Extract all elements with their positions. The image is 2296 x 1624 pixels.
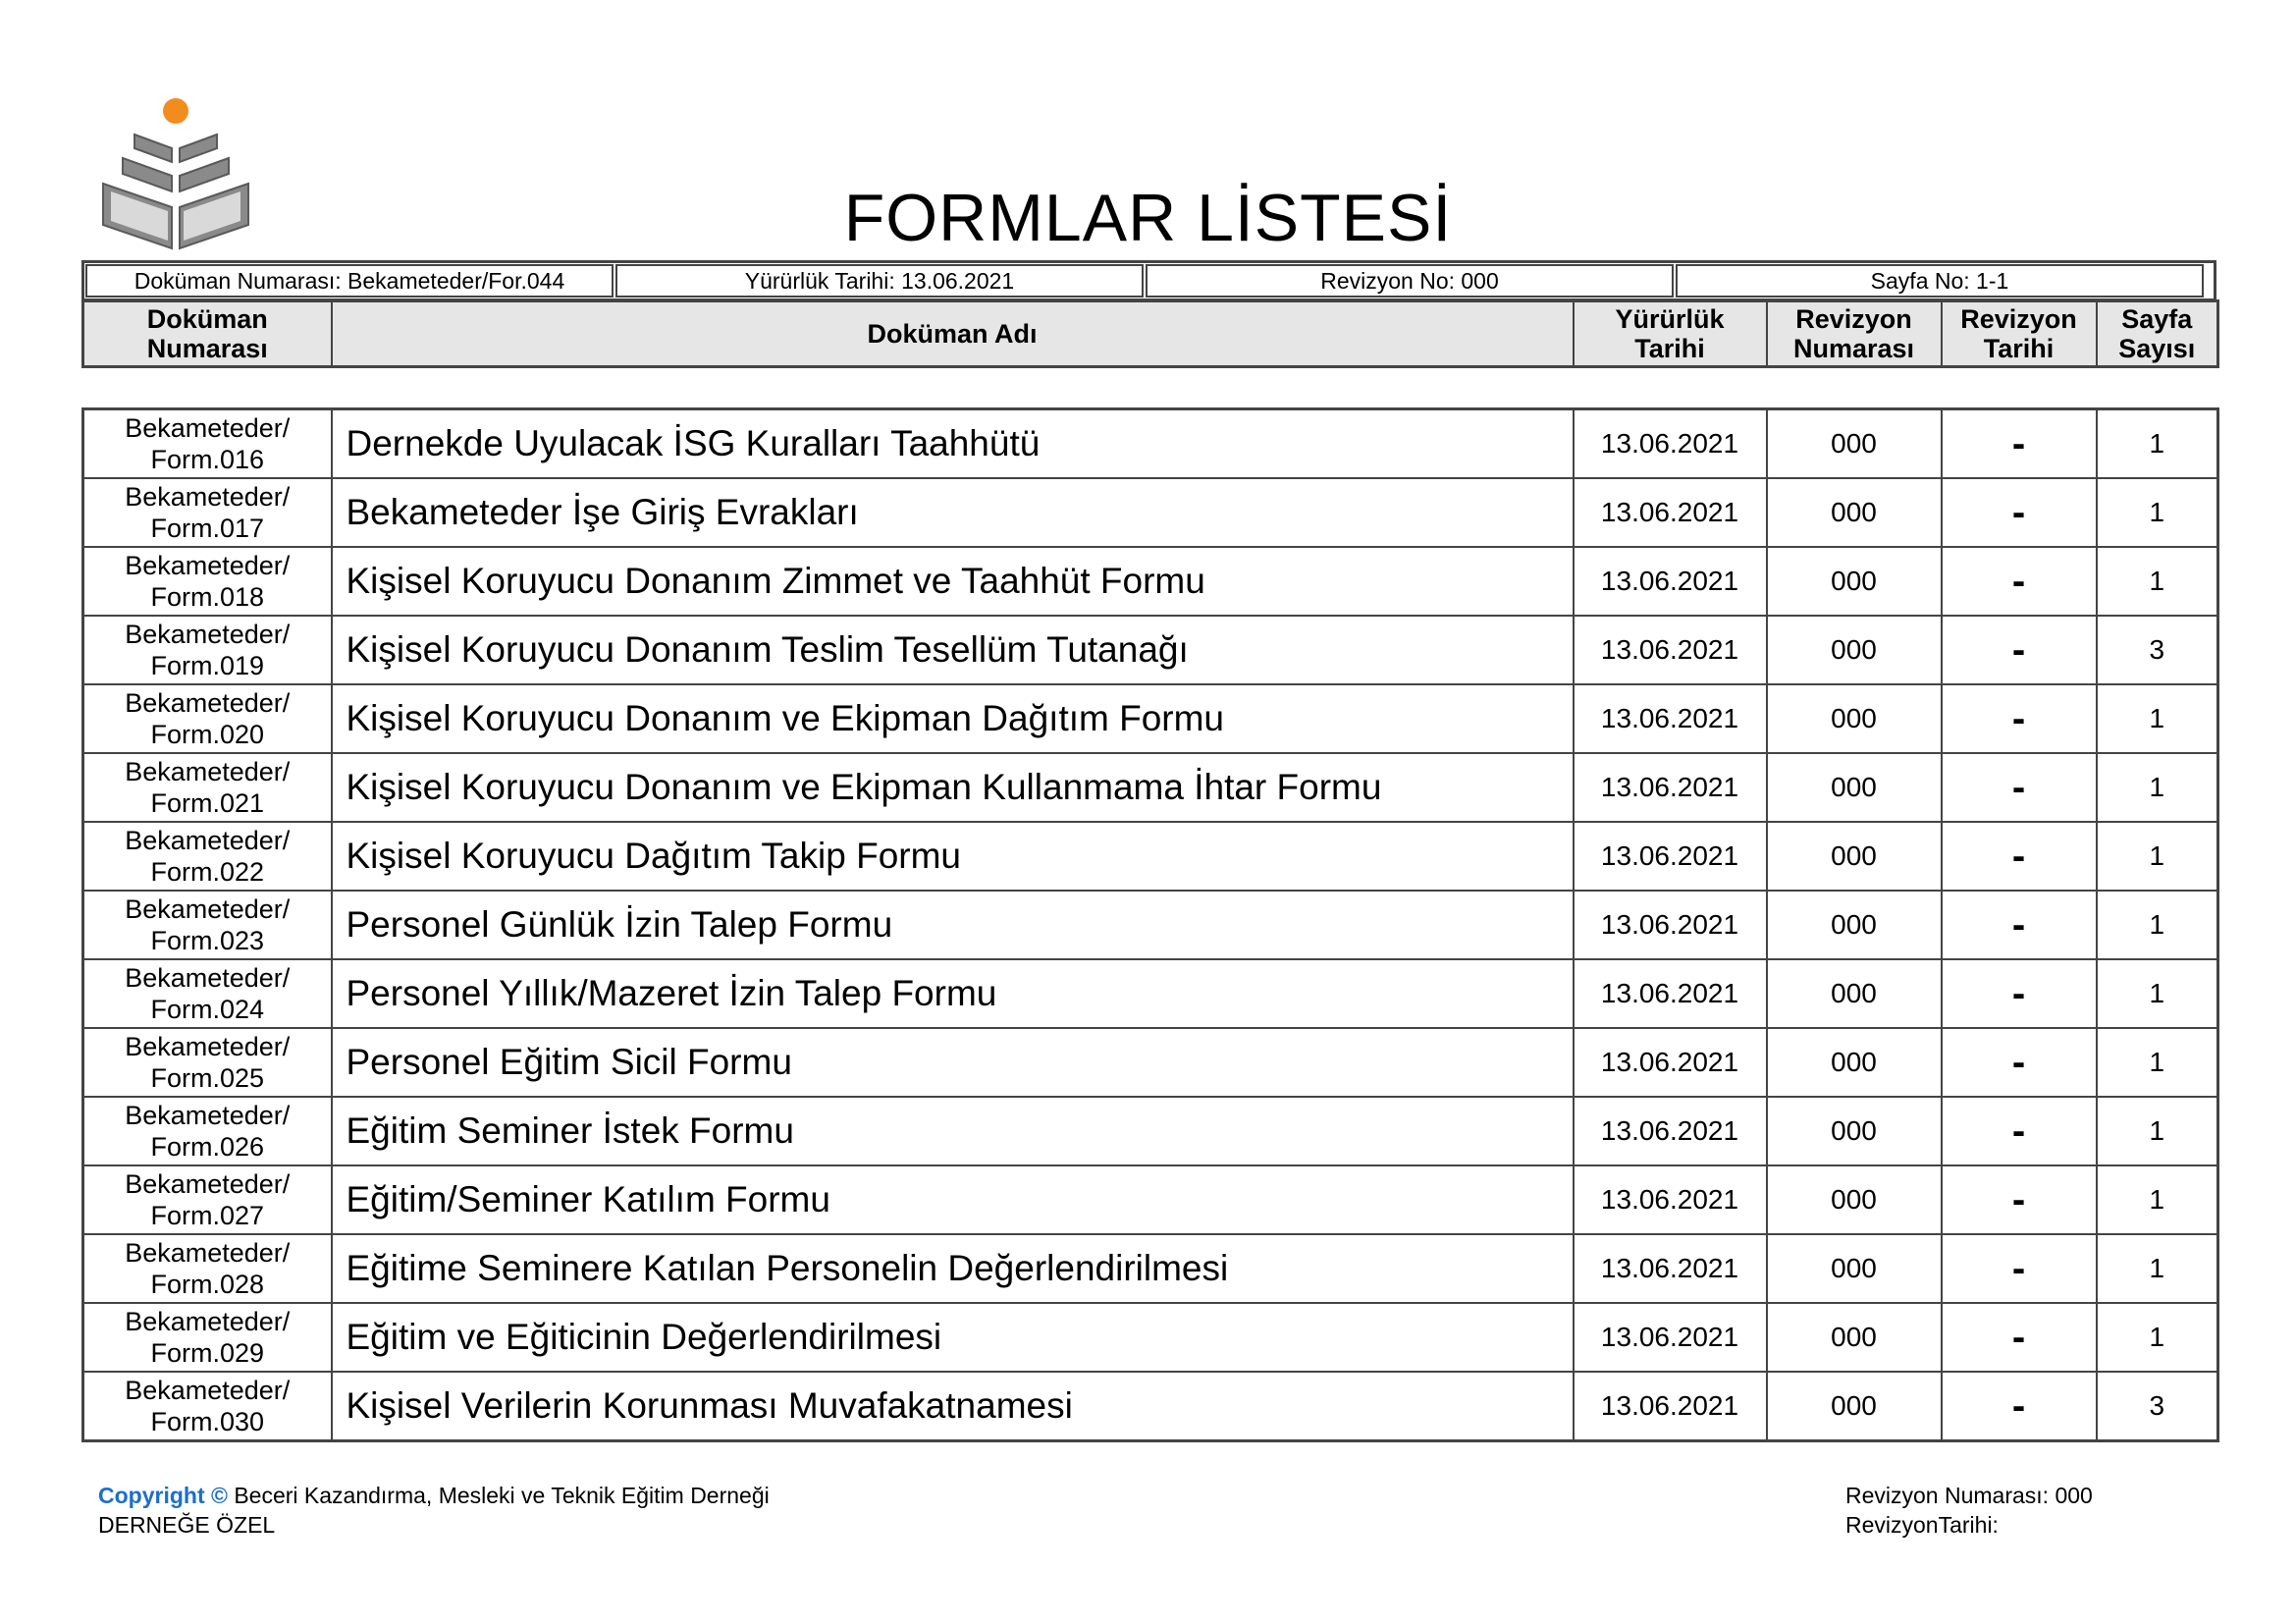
cell-revision-number: 000 [1767,1165,1942,1234]
cell-doc-number: Bekameteder/ Form.029 [83,1303,332,1372]
cell-effective-date: 13.06.2021 [1574,616,1767,684]
meta-page-no: Sayfa No: 1-1 [1676,264,2204,298]
cell-revision-number: 000 [1767,891,1942,959]
cell-revision-date: - [1942,478,2097,547]
cell-page-count: 3 [2097,1372,2218,1441]
table-row [83,822,2218,891]
cell-doc-number: Bekameteder/ Form.017 [83,478,332,547]
cell-doc-number: Bekameteder/ Form.020 [83,684,332,753]
table-row [83,616,2218,684]
cell-revision-number: 000 [1767,684,1942,753]
cell-revision-date: - [1942,891,2097,959]
page-title: FORMLAR LİSTESİ [843,181,1453,255]
cell-page-count: 1 [2097,547,2218,616]
cell-doc-number: Bekameteder/ Form.026 [83,1097,332,1165]
cell-effective-date: 13.06.2021 [1574,1097,1767,1165]
cell-doc-number: Bekameteder/ Form.018 [83,547,332,616]
table-row [83,547,2218,616]
cell-effective-date: 13.06.2021 [1574,547,1767,616]
cell-revision-number: 000 [1767,547,1942,616]
table-row [83,478,2218,547]
copyright-label: Copyright © [98,1483,228,1508]
cell-doc-number: Bekameteder/ Form.016 [83,409,332,479]
cell-revision-number: 000 [1767,1097,1942,1165]
cell-effective-date: 13.06.2021 [1574,1028,1767,1097]
header-doc-number: Doküman Numarası [83,301,332,367]
cell-revision-date: - [1942,409,2097,479]
cell-doc-name: Kişisel Koruyucu Donanım ve Ekipman Kullanmama İhtar Formu [332,753,1574,822]
cell-doc-name: Kişisel Koruyucu Donanım Zimmet ve Taahhüt Formu [332,547,1574,616]
cell-doc-name: Bekameteder İşe Giriş Evrakları [332,478,1574,547]
footer-revision-date: RevizyonTarihi: [1845,1512,1999,1538]
cell-page-count: 1 [2097,891,2218,959]
cell-doc-number: Bekameteder/ Form.030 [83,1372,332,1441]
cell-revision-number: 000 [1767,959,1942,1028]
header-page-count: Sayfa Sayısı [2097,301,2218,367]
cell-effective-date: 13.06.2021 [1574,822,1767,891]
cell-revision-date: - [1942,1303,2097,1372]
cell-effective-date: 13.06.2021 [1574,891,1767,959]
cell-page-count: 1 [2097,822,2218,891]
footer-revision-number: Revizyon Numarası: 000 [1845,1483,2093,1508]
cell-revision-number: 000 [1767,616,1942,684]
cell-page-count: 1 [2097,478,2218,547]
table-row [83,1165,2218,1234]
cell-doc-name: Eğitim/Seminer Katılım Formu [332,1165,1574,1234]
cell-doc-number: Bekameteder/ Form.022 [83,822,332,891]
footer-org: Beceri Kazandırma, Mesleki ve Teknik Eğitim Derneği [227,1483,770,1508]
table-row [83,1372,2218,1441]
cell-page-count: 1 [2097,684,2218,753]
header-doc-name: Doküman Adı [332,301,1574,367]
cell-revision-date: - [1942,684,2097,753]
cell-doc-name: Personel Eğitim Sicil Formu [332,1028,1574,1097]
cell-doc-name: Kişisel Koruyucu Donanım Teslim Tesellüm Tutanağı [332,616,1574,684]
cell-effective-date: 13.06.2021 [1574,684,1767,753]
cell-doc-name: Kişisel Verilerin Korunması Muvafakatnamesi [332,1372,1574,1441]
footer-right [1845,1481,2093,1540]
cell-revision-number: 000 [1767,822,1942,891]
cell-revision-number: 000 [1767,478,1942,547]
cell-effective-date: 13.06.2021 [1574,409,1767,479]
cell-page-count: 1 [2097,1165,2218,1234]
cell-page-count: 1 [2097,1303,2218,1372]
cell-revision-number: 000 [1767,1234,1942,1303]
cell-revision-date: - [1942,616,2097,684]
cell-doc-name: Eğitime Seminere Katılan Personelin Değerlendirilmesi [332,1234,1574,1303]
footer-left [98,1481,770,1540]
cell-revision-date: - [1942,1165,2097,1234]
footer-private: DERNEĞE ÖZEL [98,1512,276,1538]
cell-effective-date: 13.06.2021 [1574,753,1767,822]
table-row [83,891,2218,959]
cell-effective-date: 13.06.2021 [1574,1303,1767,1372]
meta-doc-number: Doküman Numarası: Bekameteder/For.044 [85,264,614,298]
cell-doc-name: Kişisel Koruyucu Donanım ve Ekipman Dağıtım Formu [332,684,1574,753]
cell-doc-number: Bekameteder/ Form.024 [83,959,332,1028]
cell-page-count: 1 [2097,1234,2218,1303]
header-revision-number: Revizyon Numarası [1767,301,1942,367]
cell-page-count: 1 [2097,753,2218,822]
cell-revision-number: 000 [1767,1303,1942,1372]
meta-revision-no: Revizyon No: 000 [1146,264,1674,298]
cell-revision-date: - [1942,1097,2097,1165]
cell-doc-name: Personel Günlük İzin Talep Formu [332,891,1574,959]
cell-revision-date: - [1942,959,2097,1028]
table-row [83,1097,2218,1165]
cell-revision-number: 000 [1767,1028,1942,1097]
table-row [83,1234,2218,1303]
cell-revision-date: - [1942,547,2097,616]
table-row [83,753,2218,822]
cell-doc-number: Bekameteder/ Form.025 [83,1028,332,1097]
cell-revision-number: 000 [1767,1372,1942,1441]
cell-effective-date: 13.06.2021 [1574,478,1767,547]
table-row [83,1028,2218,1097]
table-row [83,684,2218,753]
cell-doc-name: Dernekde Uyulacak İSG Kuralları Taahhütü [332,409,1574,479]
cell-effective-date: 13.06.2021 [1574,1165,1767,1234]
cell-revision-date: - [1942,822,2097,891]
cell-doc-number: Bekameteder/ Form.027 [83,1165,332,1234]
forms-table [81,407,2219,1442]
cell-doc-name: Kişisel Koruyucu Dağıtım Takip Formu [332,822,1574,891]
cell-doc-name: Eğitim Seminer İstek Formu [332,1097,1574,1165]
table-row [83,1303,2218,1372]
cell-revision-date: - [1942,1372,2097,1441]
cell-effective-date: 13.06.2021 [1574,1372,1767,1441]
cell-revision-date: - [1942,1028,2097,1097]
cell-doc-name: Eğitim ve Eğiticinin Değerlendirilmesi [332,1303,1574,1372]
cell-page-count: 1 [2097,1028,2218,1097]
cell-page-count: 1 [2097,1097,2218,1165]
table-row [83,409,2218,479]
document-meta-bar [81,260,2216,301]
cell-revision-number: 000 [1767,753,1942,822]
meta-effective-date: Yürürlük Tarihi: 13.06.2021 [615,264,1144,298]
cell-doc-name: Personel Yıllık/Mazeret İzin Talep Formu [332,959,1574,1028]
cell-effective-date: 13.06.2021 [1574,1234,1767,1303]
cell-doc-number: Bekameteder/ Form.019 [83,616,332,684]
table-row [83,959,2218,1028]
cell-page-count: 1 [2097,959,2218,1028]
cell-page-count: 3 [2097,616,2218,684]
header-revision-date: Revizyon Tarihi [1942,301,2097,367]
cell-revision-number: 000 [1767,409,1942,479]
cell-revision-date: - [1942,1234,2097,1303]
column-header-table [81,299,2219,368]
cell-revision-date: - [1942,753,2097,822]
cell-doc-number: Bekameteder/ Form.021 [83,753,332,822]
cell-effective-date: 13.06.2021 [1574,959,1767,1028]
header-effective-date: Yürürlük Tarihi [1574,301,1767,367]
cell-doc-number: Bekameteder/ Form.023 [83,891,332,959]
cell-page-count: 1 [2097,409,2218,479]
cell-doc-number: Bekameteder/ Form.028 [83,1234,332,1303]
